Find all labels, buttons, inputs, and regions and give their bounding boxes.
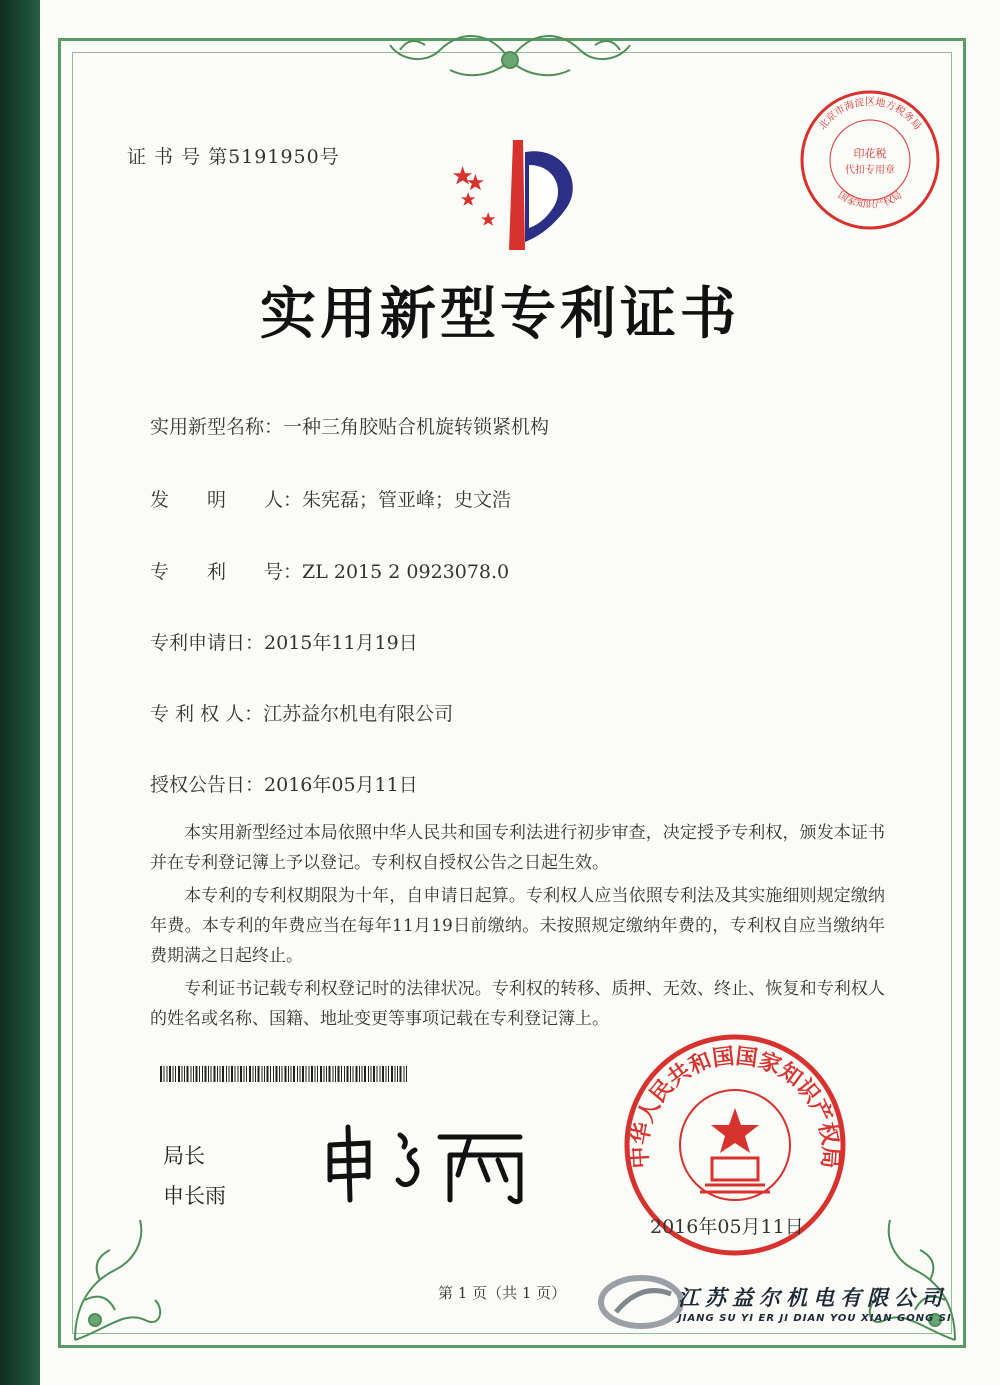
field-inventors: 发 明 人：朱宪磊；管亚峰；史文浩 bbox=[150, 489, 512, 511]
svg-text:印花税: 印花税 bbox=[853, 147, 887, 160]
stamp-bottom-text: 国家知识产权局 bbox=[835, 189, 905, 211]
patent-office-logo bbox=[445, 130, 595, 260]
tax-stamp bbox=[795, 85, 945, 235]
signatory-name: 申长雨 bbox=[163, 1184, 226, 1208]
certificate-body bbox=[150, 818, 885, 1037]
field-patent-number: 专 利 号：ZL 2015 2 0923078.0 bbox=[150, 561, 510, 583]
bottom-right-ornament bbox=[855, 1180, 975, 1350]
document-title: 实用新型专利证书 bbox=[260, 281, 740, 347]
handwritten-signature bbox=[320, 1115, 540, 1205]
company-name-cn: 江苏益尔机电有限公司 bbox=[678, 1286, 948, 1310]
page-indicator: 第 1 页（共 1 页） bbox=[438, 1284, 567, 1302]
svg-text:中华人民共和国国家知识产权局 bbox=[627, 1044, 844, 1169]
paragraph: 本专利的专利权期限为十年，自申请日起算。专利权人应当依照专利法及其实施细则规定缴纳年费。本专利的年费应当在每年11月19日前缴纳。未按照规定缴纳年费的，专利权自应当缴纳年费期满之日起终止。 bbox=[150, 886, 885, 966]
certificate-number: 证 书 号 第5191950号 bbox=[127, 146, 340, 168]
field-grant-date: 授权公告日：2016年05月11日 bbox=[150, 774, 418, 796]
top-ornament bbox=[370, 20, 650, 90]
seal-date: 2016年05月11日 bbox=[650, 1216, 804, 1238]
field-application-date: 专利申请日：2015年11月19日 bbox=[150, 632, 418, 654]
field-utility-name: 实用新型名称：一种三角胶贴合机旋转锁紧机构 bbox=[150, 416, 550, 438]
field-patentee: 专 利 权 人：江苏益尔机电有限公司 bbox=[150, 703, 454, 725]
company-name-en: JIANG SU YI ER JI DIAN YOU XIAN GONG SI bbox=[678, 1313, 952, 1324]
binding-spine bbox=[0, 0, 40, 1385]
stamp-ring-text: 北京市海淀区地方税务局 bbox=[817, 97, 923, 133]
paragraph: 专利证书记载专利权登记时的法律状况。专利权的转移、质押、无效、终止、恢复和专利权人的姓名或名称、国籍、地址变更等事项记载在专利登记簿上。 bbox=[150, 979, 885, 1029]
bottom-left-ornament bbox=[55, 1180, 175, 1350]
company-logo bbox=[596, 1272, 686, 1332]
svg-text:代扣专用章: 代扣专用章 bbox=[845, 165, 895, 176]
paragraph: 本实用新型经过本局依照中华人民共和国专利法进行初步审查，决定授予专利权，颁发本证书并在专利登记簿上予以登记。专利权自授权公告之日起生效。 bbox=[150, 823, 885, 873]
svg-text:北京市海淀区地方税务局 bbox=[816, 95, 923, 132]
seal-text: 中华人民共和国国家知识产权局 bbox=[627, 1044, 843, 1170]
barcode bbox=[160, 1066, 410, 1082]
signatory-title: 局长 bbox=[163, 1144, 205, 1168]
